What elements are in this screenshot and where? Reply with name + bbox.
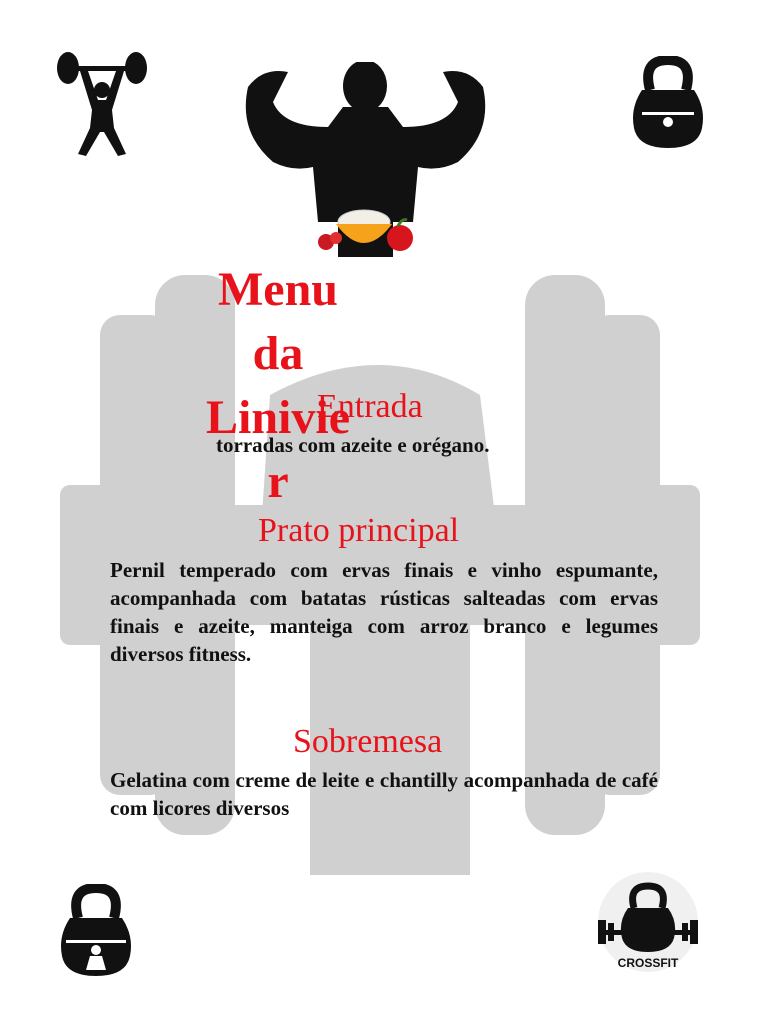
menu-title: [178, 258, 378, 514]
food-bowl-icon: [312, 196, 416, 256]
weightlifter-icon: [52, 50, 152, 160]
sobremesa-text: Gelatina com creme de leite e chantilly acompanhada de café com licores diversos: [110, 768, 658, 820]
kettlebell-icon: [628, 56, 708, 152]
entrada-text: torradas com azeite e orégano.: [216, 433, 490, 457]
principal-heading: Prato principal: [258, 512, 460, 549]
title-line-3: Linivie: [205, 391, 351, 444]
kettlebell-icon: [56, 884, 136, 980]
title-line-1: Menu: [218, 263, 338, 316]
entrada-heading: Entrada: [317, 388, 423, 425]
crossfit-logo-text: CROSSFIT: [617, 956, 679, 970]
principal-text: Pernil temperado com ervas finais e vinho espumante, acompanhada com batatas rústicas salteadas com ervas finais e azeite, manteiga com arroz branco e legumes diversos fitness.: [110, 558, 658, 666]
sobremesa-heading: Sobremesa: [293, 723, 443, 760]
title-line-2: da: [252, 327, 304, 380]
crossfit-logo-icon: [590, 870, 706, 976]
title-line-4: r: [267, 455, 289, 508]
